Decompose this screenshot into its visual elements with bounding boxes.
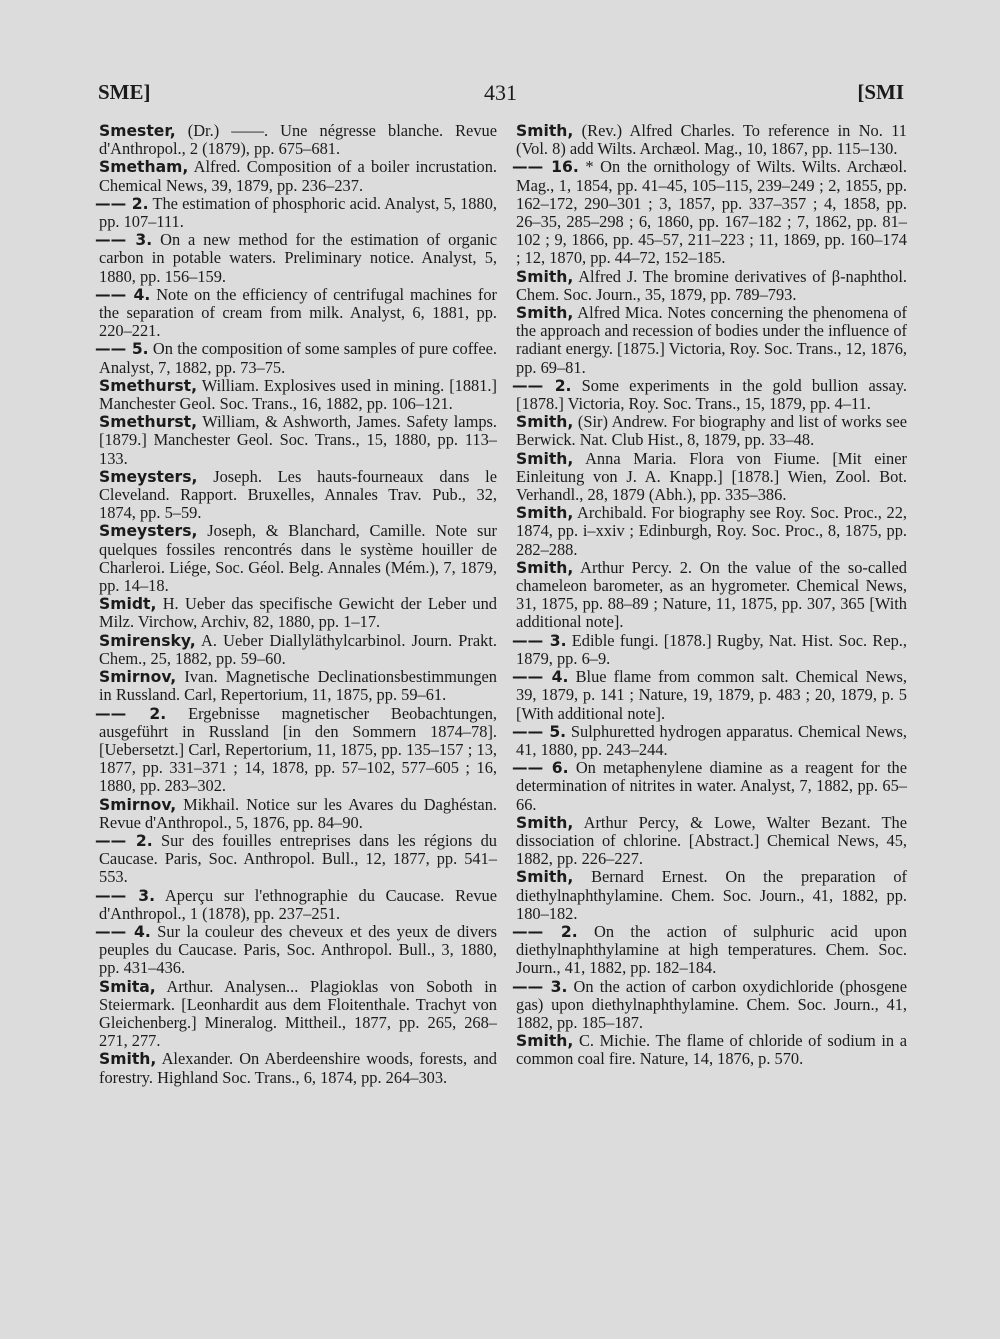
bibliography-entry (99, 595, 497, 631)
entry-text: (Sir) Andrew. For biography and list of works see Berwick. Nat. Club Hist., 8, 1879, pp. 33–48. (516, 412, 907, 450)
bibliography-entry (99, 122, 497, 158)
entry-text: Sulphuretted hydrogen apparatus. Chemical News, 41, 1880, pp. 243–244. (516, 721, 907, 759)
bibliography-entry (99, 632, 497, 668)
bibliography-entry (516, 504, 907, 559)
entry-heading: —— 3. (512, 977, 568, 996)
entry-text: (Rev.) Alfred Charles. To reference in No. 11 (Vol. 8) add Wilts. Archæol. Mag., 10, 1867, pp. 115–130. (516, 121, 907, 159)
bibliography-entry (512, 667, 908, 723)
entry-heading: —— 6. (512, 759, 569, 778)
entry-text: Anna Maria. Flora von Fiume. [Mit einer Einleitung von J. A. Knapp.] [1878.] Wien, Zool. Bot. Verhandl., 28, 1879 (Abh.), pp. 335–386. (516, 448, 907, 505)
entry-heading: —— 4. (95, 285, 151, 304)
entry-text: On the action of sulphuric acid upon diethylnaphthylamine at high temperatures. Chem. Soc. Journ., 41, 1882, pp. 182–184. (516, 921, 907, 978)
bibliography-entry (516, 450, 907, 505)
bibliography-entry (95, 193, 497, 232)
entry-heading: Smethurst, (99, 376, 198, 395)
entry-text: Joseph. Les hauts-fourneaux dans le Cleveland. Rapport. Bruxelles, Annales Trav. Pub., 32, 1874, pp. 5–59. (99, 466, 497, 523)
entry-heading: —— 3. (95, 231, 153, 250)
entry-text: Alfred J. The bromine derivatives of β-naphthol. Chem. Soc. Journ., 35, 1879, pp. 789–793. (516, 266, 907, 304)
entry-heading: —— 5. (512, 722, 567, 741)
bibliography-entry (512, 758, 907, 814)
bibliography-entry (516, 868, 907, 923)
entry-text: Blue flame from common salt. Chemical News, 39, 1879, p. 141 ; Nature, 19, 1879, p. 483 ; 20, 1879, p. 5 [With additional note]. (516, 667, 908, 723)
entry-heading: —— 16. (512, 158, 579, 177)
entry-text: C. Michie. The flame of chloride of sodium in a common coal fire. Nature, 14, 1876, p. 570. (516, 1031, 907, 1069)
entry-heading: —— 4. (95, 922, 151, 941)
entry-heading: —— 2. (512, 376, 572, 395)
entry-heading: Smith, (516, 868, 574, 887)
entry-text: Ergebnisse magnetischer Beobachtungen, ausgeführt in Russland [in den Sommern 1874–78]. [Uebersetzt.] Carl, Repertorium, 11, 1875, pp. 135–157 ; 13, 1877, pp. 331–371 ; 14, 1878, pp. 57–102, 577–605 ; 16, 1880, pp. 283–302. (99, 703, 497, 796)
entry-heading: —— 3. (95, 886, 156, 905)
entry-heading: Smita, (99, 977, 156, 996)
bibliography-entry (512, 157, 907, 268)
bibliography-entry (516, 1032, 907, 1068)
bibliography-entry (516, 304, 907, 377)
entry-heading: —— 2. (95, 704, 167, 723)
entry-text: Archibald. For biography see Roy. Soc. Proc., 22, 1874, pp. i–xxiv ; Edinburgh, Roy. Soc. Proc., 8, 1875, pp. 282–288. (516, 503, 907, 559)
bibliography-entry (99, 522, 497, 595)
bibliography-entry (99, 796, 497, 832)
entry-text: (Dr.) ——. Une négresse blanche. Revue d'Anthropol., 2 (1879), pp. 675–681. (99, 121, 497, 159)
entry-text: Ivan. Magnetische Declinationsbestimmungen in Russland. Carl, Repertorium, 11, 1875, pp. 59–61. (99, 667, 497, 705)
entry-heading: Smetham, (99, 158, 189, 177)
entry-heading: Smirnov, (99, 668, 177, 687)
entry-text: H. Ueber das specifische Gewicht der Leber und Milz. Virchow, Archiv, 82, 1880, pp. 1–17. (99, 594, 497, 632)
entry-heading: Smith, (516, 558, 574, 577)
entry-text: On metaphenylene diamine as a reagent for the determination of nitrites in water. Analyst, 7, 1882, pp. 65–66. (516, 758, 907, 814)
bibliography-entry (516, 268, 907, 304)
entry-text: The estimation of phosphoric acid. Analyst, 5, 1880, pp. 107–111. (99, 193, 497, 232)
entry-heading: Smeysters, (99, 522, 198, 541)
bibliography-entry (99, 158, 497, 194)
bibliography-entry (512, 921, 907, 978)
entry-heading: Smith, (516, 1032, 574, 1051)
entry-heading: Smith, (516, 813, 574, 832)
bibliography-entry (99, 377, 497, 413)
bibliography-entry (99, 1050, 497, 1086)
entry-heading: —— 2. (512, 922, 578, 941)
bibliography-entry (99, 668, 497, 704)
bibliography-entry (516, 413, 907, 449)
bibliography-entry (95, 703, 497, 796)
entry-heading: —— 4. (512, 668, 569, 687)
right-column (512, 121, 908, 1069)
bibliography-entry (99, 978, 497, 1051)
entry-text: Arthur Percy, & Lowe, Walter Bezant. The dissociation of chlorine. [Abstract.] Chemical News, 45, 1882, pp. 226–227. (516, 812, 907, 869)
entry-heading: Smith, (516, 304, 574, 323)
left-column (95, 121, 498, 1087)
entry-heading: Smith, (516, 504, 574, 523)
entry-heading: —— 5. (95, 340, 149, 359)
entry-heading: Smirensky, (99, 631, 196, 650)
entry-text: Edible fungi. [1878.] Rugby, Nat. Hist. Soc. Rep., 1879, pp. 6–9. (516, 630, 907, 668)
entry-heading: Smester, (99, 122, 176, 140)
entry-heading: Smeysters, (99, 467, 198, 486)
bibliography-entry (512, 976, 908, 1033)
entry-heading: Smethurst, (99, 413, 198, 432)
entry-text: Alexander. On Aberdeenshire woods, forests, and forestry. Highland Soc. Trans., 6, 1874, pp. 264–303. (99, 1049, 497, 1087)
bibliography-entry (95, 921, 498, 978)
entry-text: * On the ornithology of Wilts. Wilts. Archæol. Mag., 1, 1854, pp. 41–45, 105–115, 239–249 ; 2, 1855, pp. 162–172, 290–301 ; 3, 1857, pp. 337–357 ; 4, 1858, pp. 26–35, 285–298 ; 6, 1860, pp. 167–182 ; 7, 1862, pp. 81–102 ; 9, 1866, pp. 45–57, 211–223 ; 11, 1869, pp. 160–174 ; 12, 1870, pp. 44–72, 152–185. (516, 157, 907, 268)
entry-text: On the composition of some samples of pure coffee. Analyst, 7, 1882, pp. 73–75. (99, 339, 497, 377)
entry-text: William, & Ashworth, James. Safety lamps. [1879.] Manchester Geol. Soc. Trans., 15, 1880, pp. 113–133. (99, 412, 497, 468)
entry-text: Alfred Mica. Notes concerning the phenomena of the approach and recession of bodies under the influence of radiant energy. [1875.] Victoria, Roy. Soc. Trans., 12, 1876, pp. 69–81. (516, 303, 907, 377)
entry-heading: —— 2. (95, 831, 153, 850)
bibliography-entry (95, 284, 497, 341)
entry-text: Alfred. Composition of a boiler incrustation. Chemical News, 39, 1879, pp. 236–237. (99, 157, 497, 195)
entry-text: On the action of carbon oxydichloride (phosgene gas) upon diethylnaphthylamine. Chem. Soc. Journ., 41, 1882, pp. 185–187. (516, 976, 908, 1032)
entry-heading: Smith, (516, 449, 574, 468)
entry-text: Joseph, & Blanchard, Camille. Note sur quelques fossiles rencontrés dans le système houiller de Charleroi. Liége, Soc. Géol. Belg. Annales (Mém.), 7, 1879, pp. 14–18. (99, 521, 497, 596)
entry-text: On a new method for the estimation of organic carbon in potable waters. Preliminary notice. Analyst, 5, 1880, pp. 156–159. (99, 230, 497, 286)
entry-heading: Smith, (516, 122, 574, 140)
bibliography-entry (99, 413, 497, 468)
entry-text: Sur des fouilles entreprises dans les régions du Caucase. Paris, Soc. Anthropol. Bull., 12, 1877, pp. 541–553. (99, 830, 497, 887)
bibliography-entry (512, 375, 908, 414)
bibliography-entry (95, 339, 497, 377)
entry-text: Sur la couleur des cheveux et des yeux de divers peuples du Caucase. Paris, Soc. Anthropol. Bull., 3, 1880, pp. 431–436. (99, 921, 498, 978)
bibliography-entry (95, 230, 497, 286)
entry-heading: Smith, (516, 267, 574, 286)
running-head-right: [SMI (857, 80, 904, 104)
entry-text: Bernard Ernest. On the preparation of diethylnaphthylamine. Chem. Soc. Journ., 41, 1882, pp. 180–182. (516, 867, 907, 923)
entry-text: Arthur Percy. 2. On the value of the so-called chameleon barometer, as an hygrometer. Chemical News, 31, 1875, pp. 88–89 ; Nature, 11, 1875, pp. 307, 365 [With additional note]. (516, 557, 907, 632)
entry-text: Some experiments in the gold bullion assay. [1878.] Victoria, Roy. Soc. Trans., 15, 1879, pp. 4–11. (516, 375, 908, 414)
bibliography-entry (512, 721, 907, 759)
entry-text: Arthur. Analysen... Plagioklas von Soboth in Steiermark. [Leonhardit aus dem Floitenthale. Trachyt von Gleichenberg.] Mineralog. Mittheil., 1877, pp. 265, 268–271, 277. (99, 976, 497, 1051)
bibliography-entry (516, 122, 907, 158)
entry-heading: Smidt, (99, 595, 157, 614)
page-number: 431 (484, 80, 517, 105)
bibliography-entry (516, 559, 907, 632)
entry-text: Aperçu sur l'ethnographie du Caucase. Revue d'Anthropol., 1 (1878), pp. 237–251. (99, 885, 497, 923)
bibliography-entry (95, 885, 497, 923)
entry-text: William. Explosives used in mining. [1881.] Manchester Geol. Soc. Trans., 16, 1882, pp. 106–121. (99, 375, 497, 414)
entry-text: Note on the efficiency of centrifugal machines for the separation of cream from milk. Analyst, 6, 1881, pp. 220–221. (99, 284, 497, 341)
bibliography-entry (512, 630, 907, 668)
entry-heading: —— 2. (95, 194, 149, 213)
running-head-left: SME] (98, 80, 151, 104)
entry-heading: Smirnov, (99, 795, 177, 814)
bibliography-entry (99, 468, 497, 523)
entry-text: Mikhail. Notice sur les Avares du Daghéstan. Revue d'Anthropol., 5, 1876, pp. 84–90. (99, 794, 497, 832)
entry-heading: Smith, (99, 1050, 157, 1069)
entry-heading: —— 3. (512, 631, 567, 650)
bibliography-entry (516, 814, 907, 869)
entry-heading: Smith, (516, 413, 574, 432)
bibliography-entry (95, 830, 497, 887)
entry-text: A. Ueber Diallyläthylcarbinol. Journ. Prakt. Chem., 25, 1882, pp. 59–60. (99, 630, 497, 668)
